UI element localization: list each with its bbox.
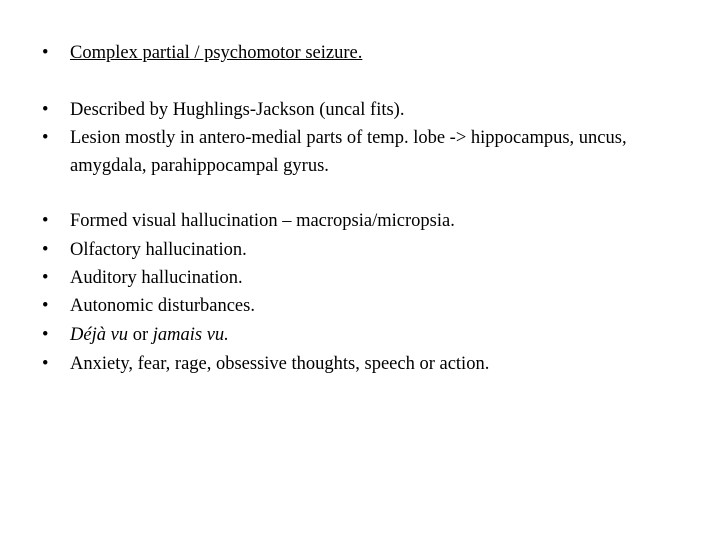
bullet-icon: • — [42, 240, 49, 260]
bullet-item-anxiety — [42, 350, 682, 378]
bullet-icon: • — [42, 128, 49, 148]
bullet-text: Autonomic disturbances. — [70, 296, 255, 316]
bullet-icon: • — [42, 268, 49, 288]
bullet-icon: • — [42, 354, 49, 374]
bullet-text: Anxiety, fear, rage, obsessive thoughts, speech or action. — [70, 354, 490, 374]
jamais-vu-text: jamais vu. — [152, 325, 229, 345]
bullet-item-hughlings-jackson — [42, 96, 682, 124]
bullet-icon: • — [42, 43, 49, 63]
bullet-item-lesion — [42, 124, 682, 180]
bullet-icon: • — [42, 325, 49, 345]
bullet-text: Lesion mostly in antero-medial parts of temp. lobe -> hippocampus, uncus, amygdala, parahippocampal gyrus. — [70, 128, 627, 176]
bullet-item-complex-partial — [42, 39, 682, 67]
bullet-item-deja-vu — [42, 321, 682, 349]
bullet-item-visual-hallucination — [42, 207, 682, 235]
deja-vu-text: Déjà vu — [70, 325, 129, 345]
bullet-item-autonomic — [42, 292, 682, 320]
bullet-text — [70, 321, 682, 349]
bullet-text: Described by Hughlings-Jackson (uncal fits). — [70, 100, 405, 120]
bullet-icon: • — [42, 211, 49, 231]
bullet-text: Complex partial / psychomotor seizure. — [70, 43, 363, 63]
bullet-text: Olfactory hallucination. — [70, 240, 247, 260]
or-text: or — [128, 325, 153, 345]
bullet-text: Auditory hallucination. — [70, 268, 243, 288]
bullet-icon: • — [42, 296, 49, 316]
bullet-text: Formed visual hallucination – macropsia/micropsia. — [70, 211, 455, 231]
bullet-item-auditory — [42, 264, 682, 292]
bullet-item-olfactory — [42, 236, 682, 264]
bullet-icon: • — [42, 100, 49, 120]
